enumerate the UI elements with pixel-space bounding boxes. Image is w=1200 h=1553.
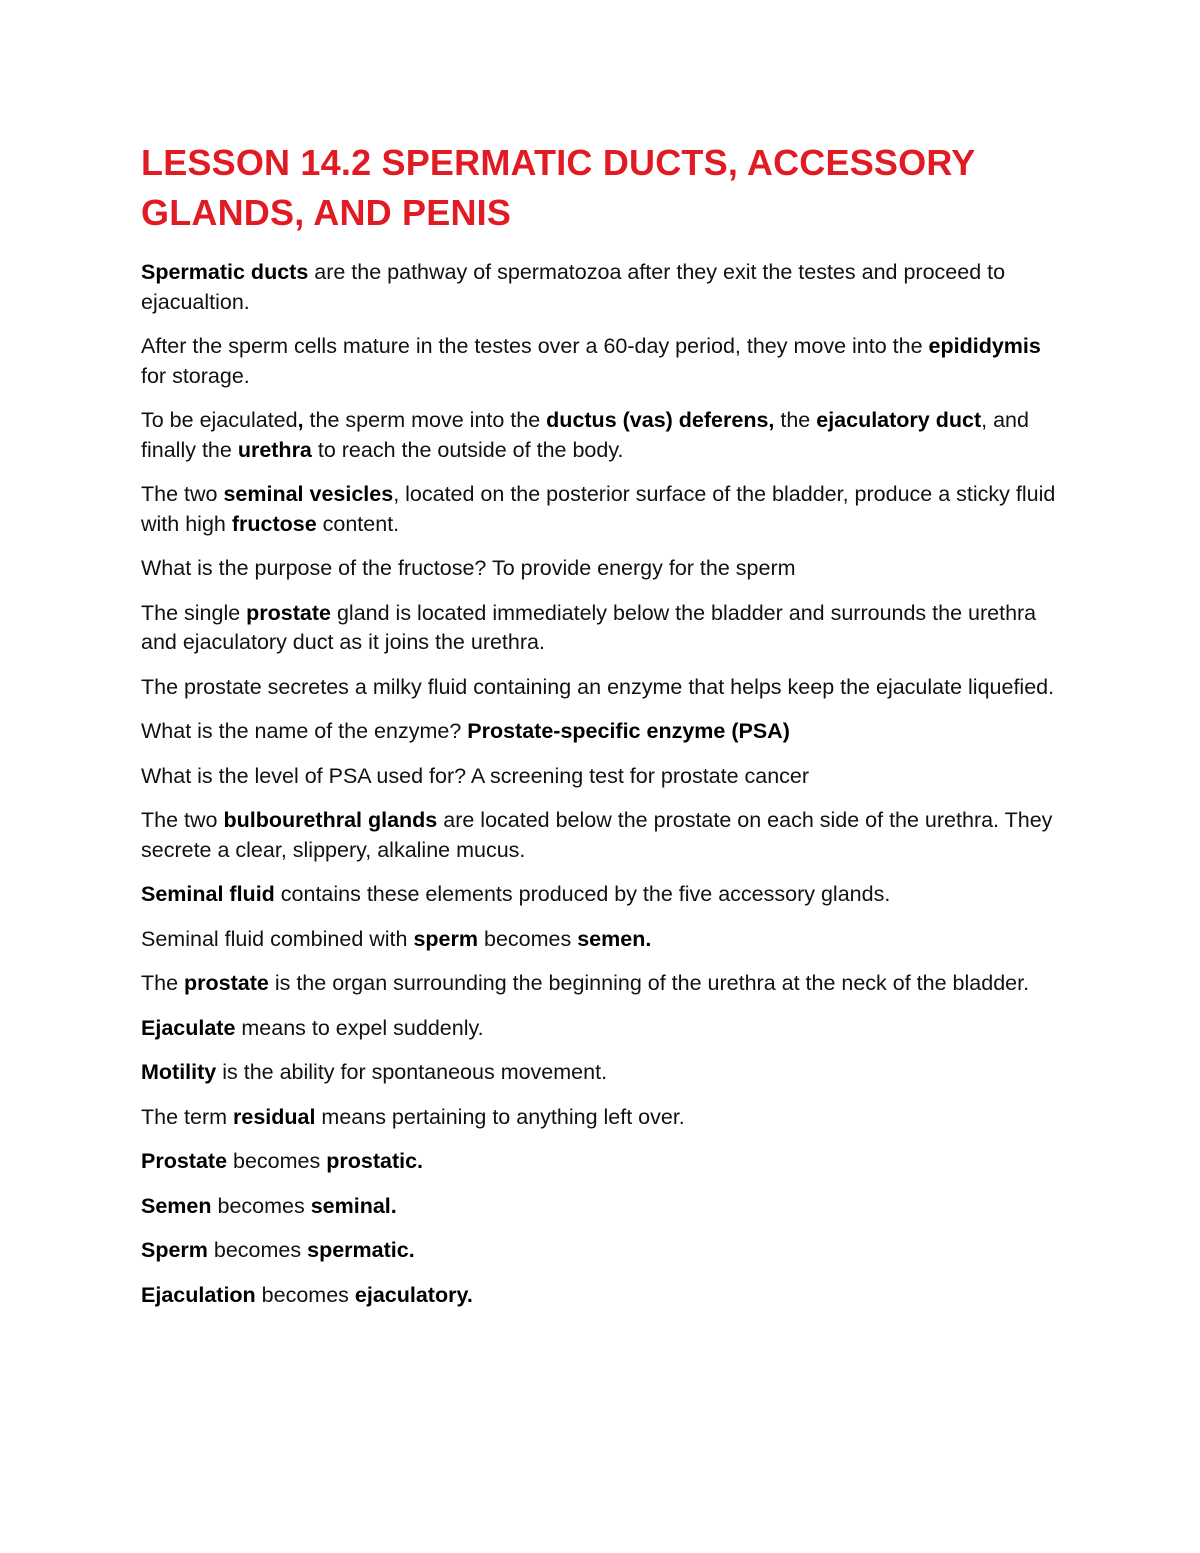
bold-term: Ejaculation (141, 1282, 256, 1307)
text-run: content. (316, 511, 400, 536)
bold-term: seminal vesicles (223, 482, 394, 506)
paragraph (141, 673, 1061, 703)
bold-term: residual (233, 1104, 316, 1129)
paragraph (141, 1192, 1061, 1222)
paragraph (141, 1236, 1061, 1266)
text-run: means to expel suddenly. (235, 1015, 484, 1040)
paragraph (141, 599, 1061, 658)
bold-term: ductus (vas) deferens, (546, 408, 775, 432)
bold-term: prostatic. (326, 1149, 424, 1173)
paragraph (141, 880, 1061, 910)
text-run: becomes (227, 1149, 327, 1173)
text-run: is the organ surrounding the beginning of the urethra at the neck of the bladder. (268, 971, 1030, 995)
text-run: for storage. (141, 363, 250, 388)
paragraph (141, 762, 1061, 792)
text-run: becomes (478, 926, 578, 951)
text-run: The two (141, 482, 224, 506)
bold-term: semen. (577, 926, 652, 951)
document-body (141, 258, 1061, 1310)
text-run: means pertaining to anything left over. (315, 1104, 685, 1129)
bold-term: epididymis (928, 334, 1041, 358)
bold-term: Seminal fluid (141, 882, 275, 906)
bold-term: seminal. (310, 1193, 397, 1218)
text-run: What is the name of the enzyme? (141, 719, 468, 743)
paragraph (141, 258, 1061, 317)
paragraph (141, 332, 1061, 391)
paragraph (141, 806, 1061, 865)
bold-term: Semen (141, 1193, 212, 1218)
bold-term: prostate (246, 600, 331, 625)
text-run: Seminal fluid combined with (141, 926, 414, 951)
bold-term: Motility (141, 1060, 217, 1084)
paragraph (141, 925, 1061, 955)
bold-term: spermatic. (307, 1238, 415, 1262)
bold-term: , (297, 408, 304, 432)
document-page (141, 138, 1061, 1325)
text-run: becomes (255, 1282, 355, 1307)
text-run: The (141, 971, 185, 995)
text-run: are located below the prostate on each side of the urethra. They secrete a clear, slippery, alkaline mucus. (141, 808, 1053, 862)
text-run: To be ejaculated (141, 408, 298, 432)
paragraph (141, 969, 1061, 999)
text-run: becomes (207, 1238, 308, 1262)
text-run: becomes (211, 1193, 311, 1218)
bold-term: Sperm (141, 1238, 208, 1262)
bold-term: ejaculatory. (354, 1282, 473, 1307)
text-run: , and finally the (141, 408, 1029, 462)
text-run: What is the level of PSA used for? A screening test for prostate cancer (141, 763, 810, 788)
bold-term: Spermatic ducts (141, 260, 309, 284)
bold-term: Prostate-specific enzyme (PSA) (467, 719, 790, 743)
paragraph (141, 717, 1061, 747)
bold-term: fructose (231, 511, 317, 536)
paragraph (141, 1058, 1061, 1088)
paragraph (141, 1147, 1061, 1177)
text-run: are the pathway of spermatozoa after they exit the testes and proceed to ejacualtion. (141, 260, 1006, 314)
text-run: to reach the outside of the body. (311, 437, 624, 462)
text-run: After the sperm cells mature in the testes over a 60-day period, they move into the (141, 334, 929, 358)
text-run: The prostate secretes a milky fluid containing an enzyme that helps keep the ejaculate liquefied. (141, 674, 1055, 699)
lesson-title: LESSON 14.2 SPERMATIC DUCTS, ACCESSORY GLANDS, AND PENIS (141, 142, 975, 233)
bold-term: ejaculatory duct (816, 408, 982, 432)
bold-term: sperm (413, 926, 479, 951)
text-run: the (774, 408, 817, 432)
text-run: contains these elements produced by the five accessory glands. (274, 882, 891, 906)
bold-term: bulbourethral glands (223, 808, 438, 832)
text-run: The two (141, 808, 224, 832)
paragraph (141, 554, 1061, 584)
text-run: gland is located immediately below the bladder and surrounds the urethra and ejaculatory duct as it joins the urethra. (141, 600, 1037, 654)
bold-term: prostate (184, 971, 269, 995)
bold-term: Ejaculate (141, 1015, 236, 1040)
paragraph (141, 1281, 1061, 1311)
text-run: The single (141, 600, 247, 625)
paragraph (141, 406, 1061, 465)
text-run: The term (141, 1104, 233, 1129)
paragraph (141, 1103, 1061, 1133)
text-run: , located on the posterior surface of the bladder, produce a sticky fluid with high (141, 482, 1056, 536)
text-run: is the ability for spontaneous movement. (216, 1060, 608, 1084)
bold-term: Prostate (141, 1149, 228, 1173)
text-run: the sperm move into the (303, 408, 547, 432)
paragraph (141, 480, 1061, 539)
text-run: What is the purpose of the fructose? To provide energy for the sperm (141, 556, 796, 580)
bold-term: urethra (237, 437, 312, 462)
paragraph (141, 1014, 1061, 1044)
